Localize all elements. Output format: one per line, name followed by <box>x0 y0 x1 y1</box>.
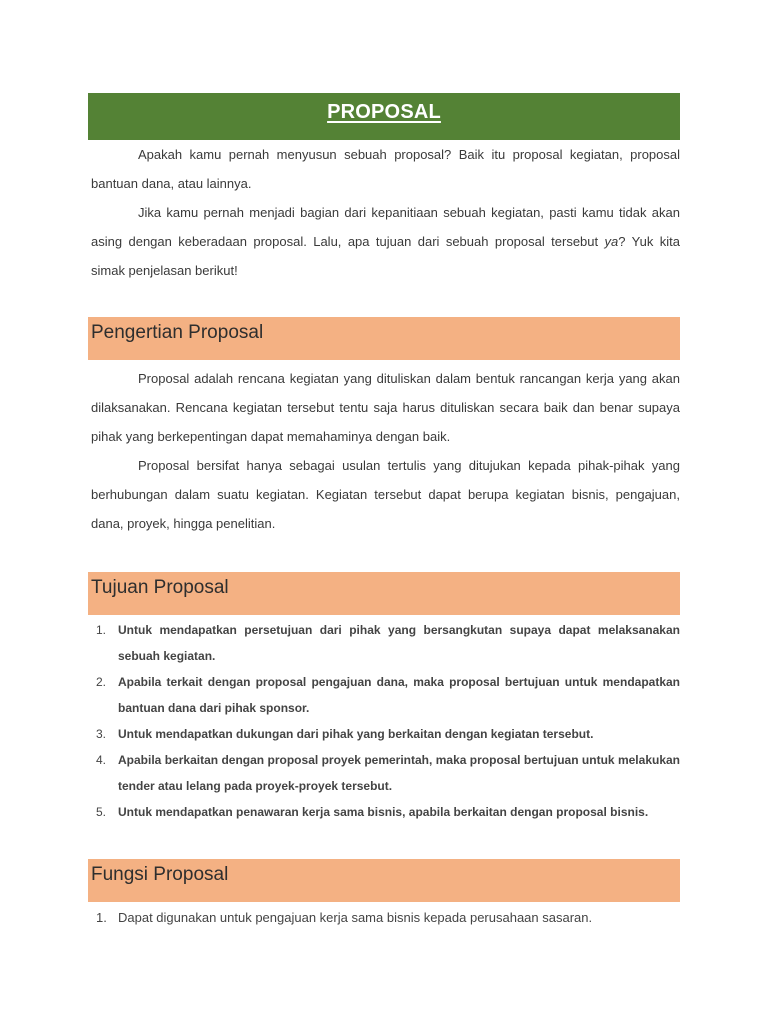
intro-paragraph-2 <box>88 198 680 285</box>
list-number: 1. <box>96 910 107 925</box>
list-text: Untuk mendapatkan dukungan dari pihak yang berkaitan dengan kegiatan tersebut. <box>118 727 594 741</box>
intro-p2-end: ? Yuk kita simak penjelasan berikut! <box>91 234 680 278</box>
list-text: Untuk mendapatkan persetujuan dari pihak yang bersangkutan supaya dapat melaksanakan sebuah kegiatan. <box>118 623 680 663</box>
section-heading-pengertian <box>88 317 680 360</box>
title-bar <box>88 93 680 140</box>
section-heading-text: Pengertian Proposal <box>91 321 264 343</box>
list-number: 1. <box>96 623 107 637</box>
list-number: 3. <box>96 727 107 741</box>
list-text: Dapat digunakan untuk pengajuan kerja sama bisnis kepada perusahaan sasaran. <box>118 910 593 925</box>
list-item <box>88 617 680 669</box>
intro-p2-text: Jika kamu pernah menjadi bagian dari kepanitiaan sebuah kegiatan, pasti kamu tidak akan asing dengan keberadaan proposal. Lalu, apa tujuan dari sebuah proposal tersebut <box>91 205 680 249</box>
list-number: 2. <box>96 675 107 689</box>
pengertian-paragraph-1: Proposal adalah rencana kegiatan yang dituliskan dalam bentuk rancangan kerja yang akan dilaksanakan. Rencana kegiatan tersebut tentu saja harus dituliskan secara baik dan benar supaya pihak yang berkepentingan dapat memahaminya dengan baik. <box>91 371 680 444</box>
list-item <box>88 904 680 932</box>
section-heading-text: Fungsi Proposal <box>91 863 229 885</box>
list-item <box>88 799 680 825</box>
pengertian-paragraph-2: Proposal bersifat hanya sebagai usulan tertulis yang ditujukan kepada pihak-pihak yang berhubungan dalam suatu kegiatan. Kegiatan tersebut dapat berupa kegiatan bisnis, pengajuan, dana, proyek, hingga penelitian. <box>91 458 680 531</box>
section-heading-text: Tujuan Proposal <box>91 576 229 598</box>
tujuan-list <box>88 617 680 825</box>
list-text: Untuk mendapatkan penawaran kerja sama bisnis, apabila berkaitan dengan proposal bisnis. <box>118 805 649 819</box>
intro-paragraph-1: Apakah kamu pernah menyusun sebuah proposal? Baik itu proposal kegiatan, proposal bantuan dana, atau lainnya. <box>91 147 680 191</box>
list-number: 4. <box>96 753 107 767</box>
document-page <box>88 93 680 932</box>
list-item <box>88 747 680 799</box>
intro-p2-italic: ya <box>604 234 619 249</box>
list-number: 5. <box>96 805 107 819</box>
fungsi-list <box>88 904 680 932</box>
document-title: PROPOSAL <box>327 101 441 123</box>
section-heading-fungsi <box>88 859 680 902</box>
list-item <box>88 721 680 747</box>
list-item <box>88 669 680 721</box>
list-text: Apabila terkait dengan proposal pengajuan dana, maka proposal bertujuan untuk mendapatkan bantuan dana dari pihak sponsor. <box>118 675 680 715</box>
section-heading-tujuan <box>88 572 680 615</box>
list-text: Apabila berkaitan dengan proposal proyek pemerintah, maka proposal bertujuan untuk melakukan tender atau lelang pada proyek-proyek tersebut. <box>118 753 680 793</box>
